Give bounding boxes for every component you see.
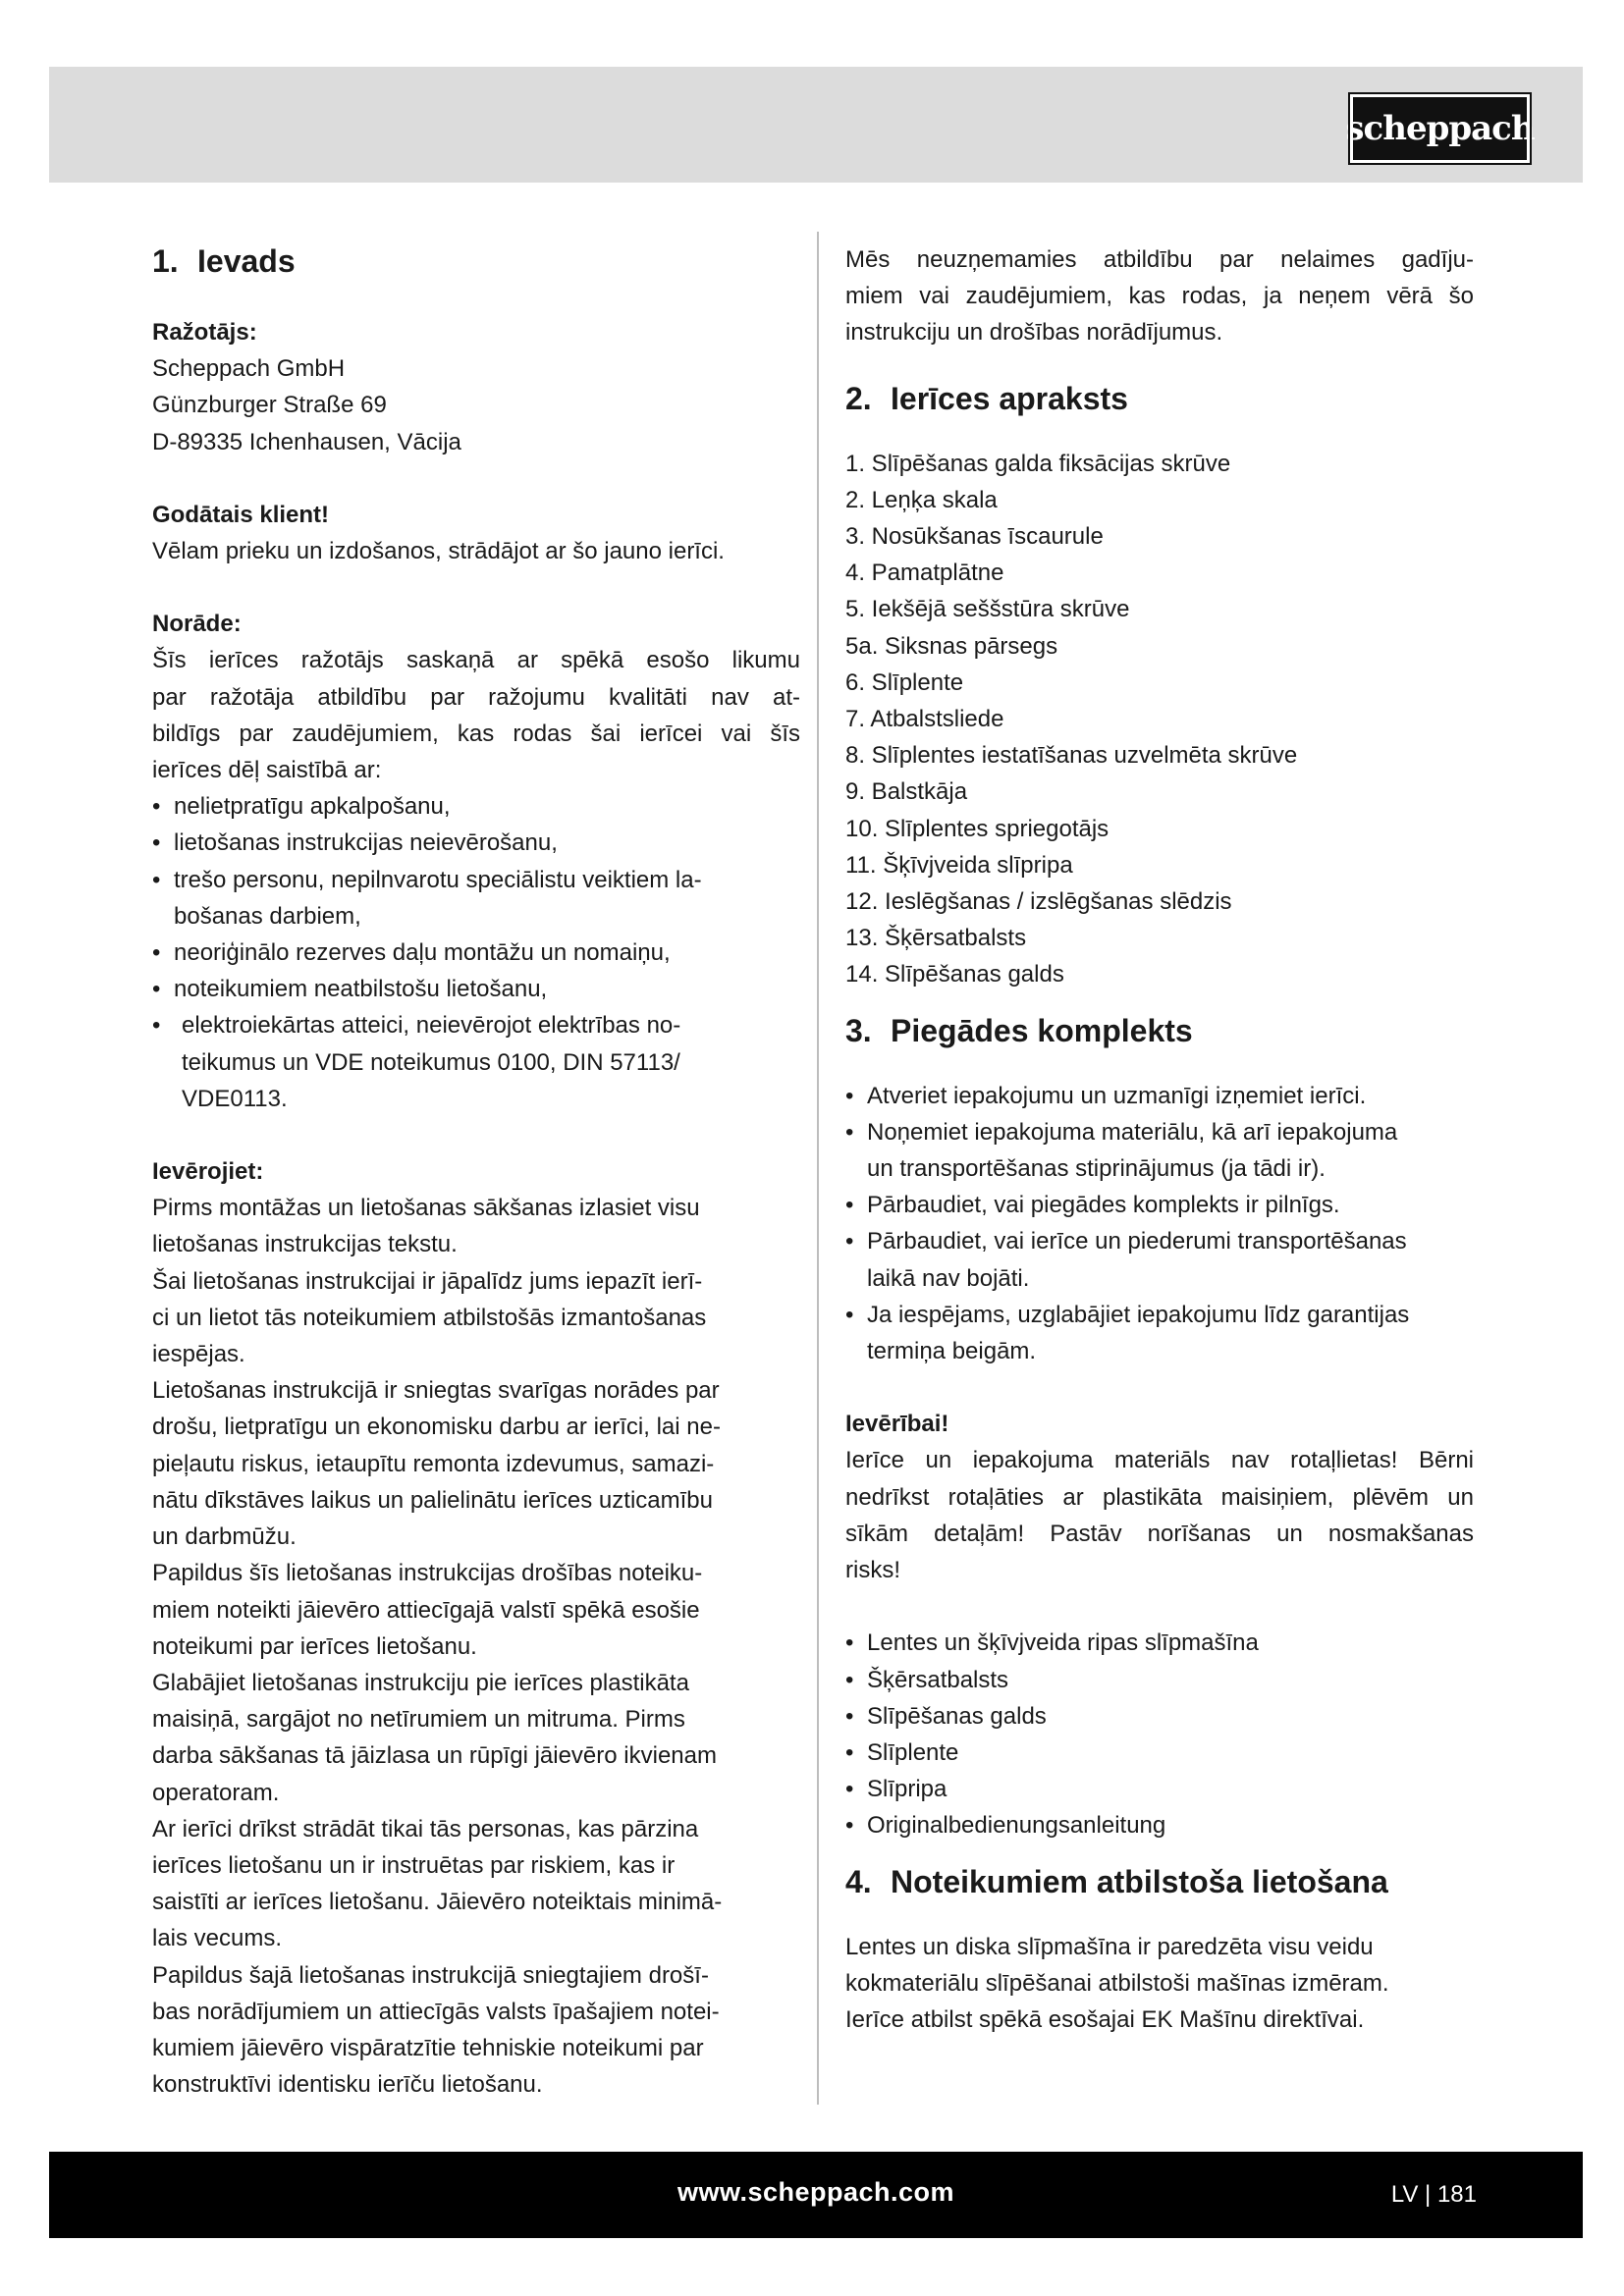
text-line: ci un lietot tās noteikumiem atbilstošās izmantošanas [152, 1304, 707, 1331]
text-line: saistīti ar ierīces lietošanu. Jāievēro noteiktais minimā- [152, 1889, 723, 1916]
list-item: • Lentes un šķīvjveida ripas slīpmašīna [845, 1625, 1474, 1661]
text-line: 8. Slīplentes iestatīšanas uzvelmēta skrūve [845, 742, 1298, 770]
text-line: 9. Balstkāja [845, 778, 968, 806]
text-line: miem noteikti jāievēro attiecīgajā valstī spēkā esošie [152, 1596, 700, 1624]
text-line: Ierīce un iepakojuma materiāls nav rotaļlietas! Bērni [845, 1447, 1474, 1474]
text-line: Ar ierīci drīkst strādāt tikai tās personas, kas pārzina [152, 1815, 699, 1842]
text-line: lais vecums. [152, 1925, 283, 1952]
text-line: Ierīce atbilst spēkā esošajai EK Mašīnu direktīvai. [845, 2005, 1365, 2033]
note-label: Norāde: [152, 611, 242, 638]
text-line: operatoram. [152, 1779, 280, 1806]
list-item: • Slīplente [845, 1735, 1474, 1771]
section-3-heading: 3. Piegādes komplekts [845, 1012, 1193, 1048]
text-line: pieļautu riskus, ietaupītu remonta izdevumus, samazi- [152, 1450, 715, 1477]
text-line: 13. Šķērsatbalsts [845, 925, 1027, 952]
list-item: • Originalbedienungsanleitung [845, 1807, 1474, 1843]
liability-text [845, 241, 1474, 351]
header-bar [49, 67, 1583, 183]
list-item: • lietošanas instrukcijas neievērošanu, [152, 825, 800, 861]
text-line: Lietošanas instrukcijā ir sniegtas svarīgas norādes par [152, 1377, 720, 1405]
note-line: ierīces dēļ saistībā ar: [152, 757, 382, 784]
right-column [845, 241, 1474, 2038]
text-line: risks! [845, 1557, 900, 1584]
text-line: Papildus šajā lietošanas instrukcijā sniegtajiem drošī- [152, 1961, 709, 1989]
list-item: • Noņemiet iepakojuma materiālu, kā arī iepakojuma un transportēšanas stiprinājumus (ja tādi ir). [845, 1114, 1474, 1187]
list-item: • noteikumiem neatbilstošu lietošanu, [152, 971, 800, 1007]
list-item: • Pārbaudiet, vai piegādes komplekts ir pilnīgs. [845, 1187, 1474, 1223]
observe-text [152, 1190, 800, 2103]
text-line: ierīces lietošanu un ir instruētas par riskiem, kas ir [152, 1851, 676, 1879]
text-line: Pirms montāžas un lietošanas sākšanas izlasiet visu [152, 1195, 700, 1222]
text-line: 10. Slīplentes spriegotājs [845, 815, 1110, 842]
note-line: par ražotāja atbildību par ražojumu kvalitāti nav at- [152, 683, 800, 711]
text-line: kokmateriālu slīpēšanai atbilstoši mašīnas izmēram. [845, 1969, 1389, 1997]
address-line: D-89335 Ichenhausen, Vācija [152, 428, 461, 455]
list-item: • Slīpēšanas galds [845, 1698, 1474, 1735]
text-line: 11. Šķīvjveida slīpripa [845, 851, 1073, 879]
list-item: • trešo personu, nepilnvarotu speciālistu veiktiem la- bošanas darbiem, [152, 862, 800, 934]
list-item: • Slīpripa [845, 1771, 1474, 1807]
text-line: 3. Nosūkšanas īscaurule [845, 523, 1104, 551]
text-line: drošu, lietpratīgu un ekonomisku darbu ar ierīci, lai ne- [152, 1414, 721, 1441]
section-1-heading: 1. Ievads [152, 243, 296, 279]
list-item: • nelietpratīgu apkalpošanu, [152, 788, 800, 825]
address-line: Scheppach GmbH [152, 355, 346, 383]
text-line: instrukciju un drošības norādījumus. [845, 319, 1223, 347]
text-line: Mēs neuzņemamies atbildību par nelaimes gadīju- [845, 246, 1474, 273]
observe-label: Ievērojiet: [152, 1158, 264, 1186]
text-line: sīkām detaļām! Pastāv norīšanas un nosmakšanas [845, 1520, 1474, 1547]
text-line: 5a. Siksnas pārsegs [845, 632, 1058, 660]
list-item: • Ja iespējams, uzglabājiet iepakojumu līdz garantijas termiņa beigām. [845, 1297, 1474, 1369]
page-number: LV | 181 [1390, 2181, 1477, 2208]
text-line: 6. Slīplente [845, 668, 964, 696]
text-line: bas norādījumiem un attiecīgās valsts īpašajiem notei- [152, 1998, 720, 2025]
text-line: un darbmūžu. [152, 1523, 297, 1551]
delivery-list [845, 1078, 1474, 1370]
text-line: Lentes un diska slīpmašīna ir paredzēta visu veidu [845, 1933, 1374, 1960]
column-divider [817, 232, 819, 2105]
text-line: nātu dīkstāves laikus un palielinātu ierīces uzticamību [152, 1486, 713, 1514]
attention-label: Ievērībai! [845, 1411, 949, 1438]
attention-text [845, 1442, 1474, 1588]
text-line: Šai lietošanas instrukcijai ir jāpalīdz jums iepazīt ierī- [152, 1267, 703, 1295]
text-line: Glabājiet lietošanas instrukciju pie ierīces plastikāta [152, 1669, 689, 1696]
left-column [152, 241, 800, 2103]
section-2-heading: 2. Ierīces apraksts [845, 380, 1128, 416]
text-line: iespējas. [152, 1341, 245, 1368]
text-line: 7. Atbalstsliede [845, 706, 1004, 733]
list-item: • neoriģinālo rezerves daļu montāžu un nomaiņu, [152, 934, 800, 971]
list-item: • Šķērsatbalsts [845, 1662, 1474, 1698]
address-line: Günzburger Straße 69 [152, 392, 387, 419]
text-line: maisiņā, sargājot no netīrumiem un mitruma. Pirms [152, 1706, 685, 1734]
text-line: 14. Slīpēšanas galds [845, 961, 1064, 988]
section-4-heading: 4. Noteikumiem atbilstoša lietošana [845, 1863, 1388, 1899]
text-line: 12. Ieslēgšanas / izslēgšanas slēdzis [845, 888, 1232, 916]
note-line: bildīgs par zaudējumiem, kas rodas šai ierīcei vai šīs [152, 720, 800, 747]
text-line: lietošanas instrukcijas tekstu. [152, 1231, 458, 1258]
dear-customer-text: Vēlam prieku un izdošanos, strādājot ar šo jauno ierīci. [152, 538, 725, 565]
scheppach-logo: scheppach [1350, 94, 1530, 163]
contents-list [845, 1625, 1474, 1843]
note-line: Šīs ierīces ražotājs saskaņā ar spēkā esošo likumu [152, 647, 800, 674]
parts-list [845, 446, 1474, 993]
text-line: kumiem jāievēro vispāratzītie tehniskie noteikumi par [152, 2034, 704, 2061]
text-line: darba sākšanas tā jāizlasa un rūpīgi jāievēro ikvienam [152, 1742, 717, 1770]
website-link[interactable]: www.scheppach.com [677, 2177, 955, 2207]
text-line: Papildus šīs lietošanas instrukcijas drošības noteiku- [152, 1560, 703, 1587]
manufacturer-label: Ražotājs: [152, 319, 257, 346]
text-line: 4. Pamatplātne [845, 560, 1004, 587]
text-line: nedrīkst rotaļāties ar plastikāta maisiņiem, plēvēm un [845, 1483, 1474, 1511]
usage-text [845, 1929, 1474, 2039]
text-line: 5. Iekšējā seššstūra skrūve [845, 596, 1130, 623]
list-item: • Atveriet iepakojumu un uzmanīgi izņemiet ierīci. [845, 1078, 1474, 1114]
list-item: • Pārbaudiet, vai ierīce un piederumi transportēšanas laikā nav bojāti. [845, 1223, 1474, 1296]
text-line: konstruktīvi identisku ierīču lietošanu. [152, 2071, 543, 2099]
footer-bar [49, 2152, 1583, 2238]
dear-customer-label: Godātais klient! [152, 501, 330, 528]
text-line: miem vai zaudējumiem, kas rodas, ja neņem vērā šo [845, 283, 1474, 310]
list-item: • elektroiekārtas atteici, neievērojot elektrības no- teikumus un VDE noteikumus 0100, DIN 57113/ VDE0113. [152, 1007, 800, 1117]
text-line: 1. Slīpēšanas galda fiksācijas skrūve [845, 450, 1231, 477]
text-line: noteikumi par ierīces lietošanu. [152, 1632, 477, 1660]
text-line: 2. Leņķa skala [845, 486, 998, 513]
